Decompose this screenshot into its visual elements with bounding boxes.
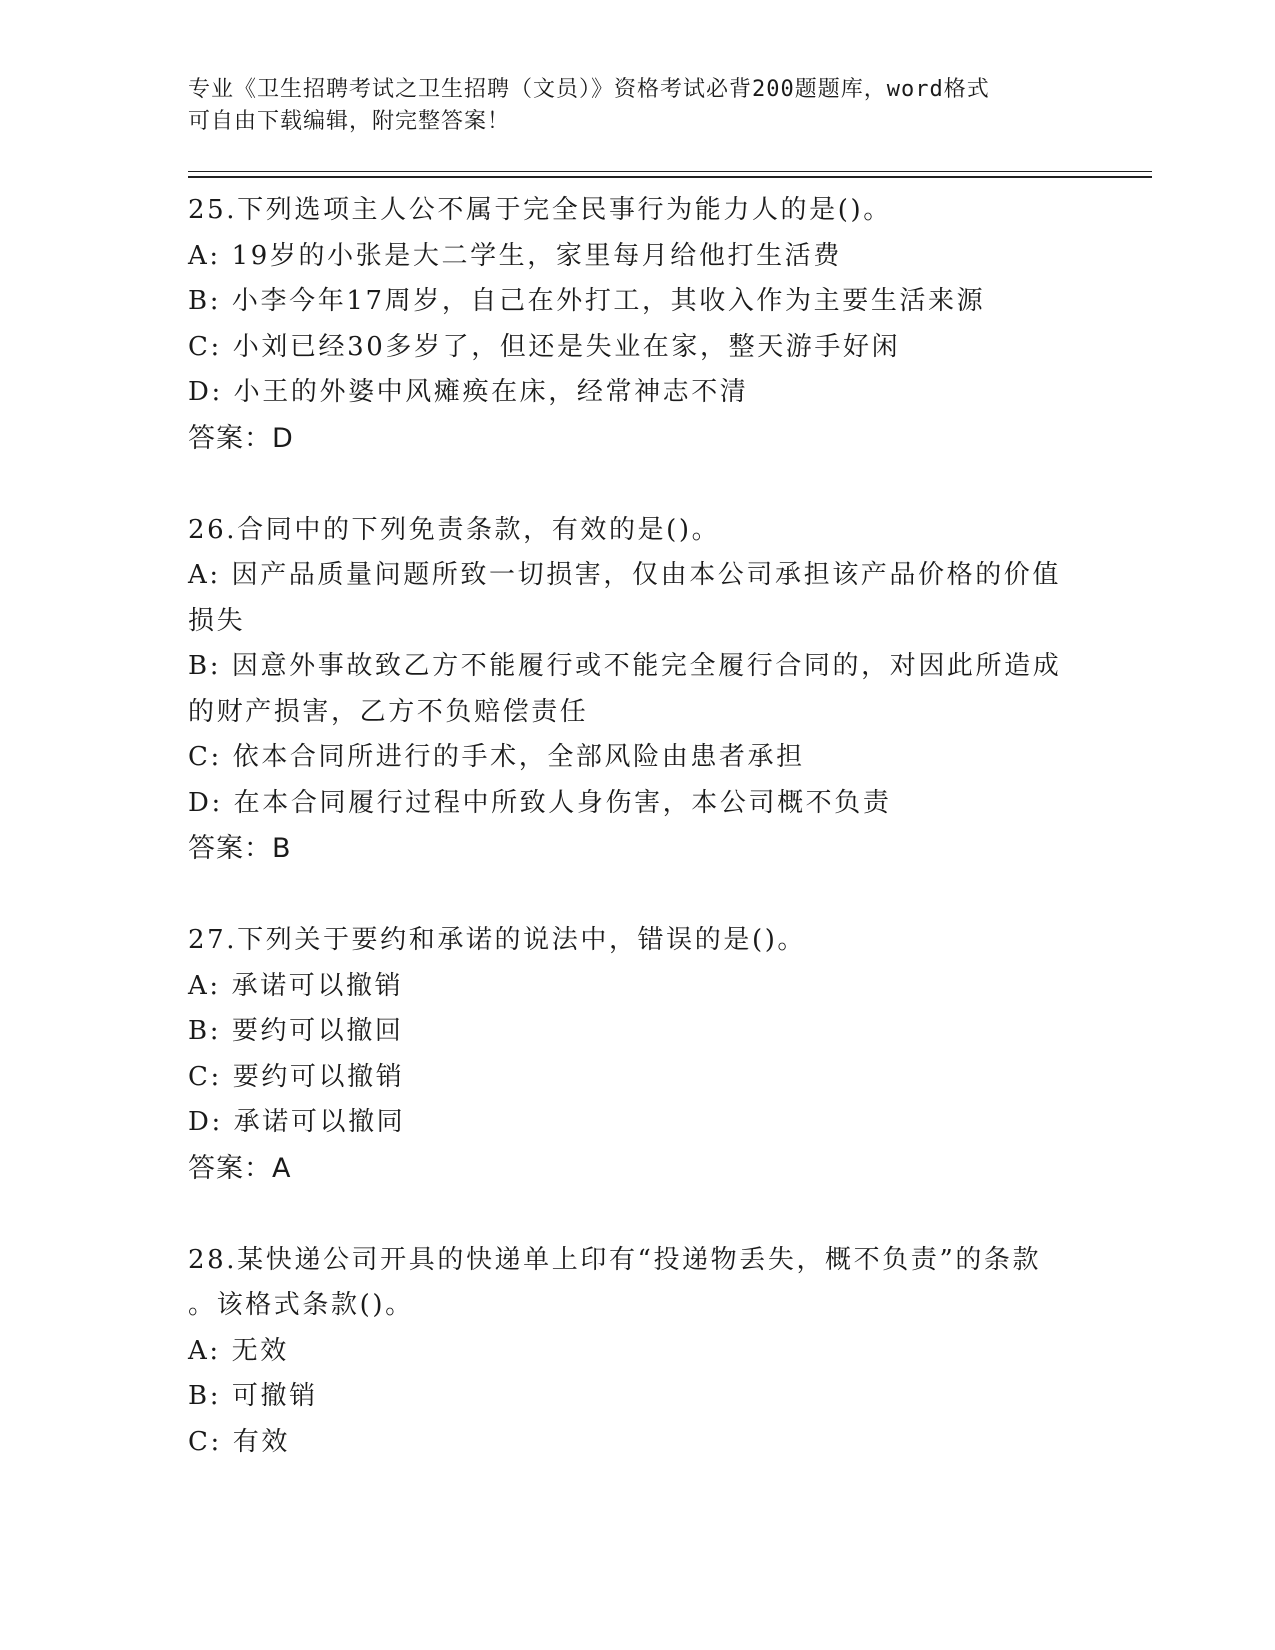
header-divider-thick [188,176,1152,178]
answer-option: C: 有效 [188,1426,290,1457]
header-divider-thin [188,171,1152,172]
correct-answer: 答案：B [188,833,292,864]
question-block [188,1238,1088,1466]
answer-option: 的财产损害，乙方不负赔偿责任 [188,696,589,727]
document-header [188,74,1068,138]
question-stem: 。该格式条款()。 [188,1290,414,1320]
answer-option: A: 因产品质量问题所致一切损害，仅由本公司承担该产品价格的价值 [188,560,1062,590]
question-block [188,508,1088,873]
header-title-line-1: 专业《卫生招聘考试之卫生招聘（文员）》资格考试必背200题题库，word格式 [188,77,990,102]
answer-option: B: 小李今年17周岁，自己在外打工，其收入作为主要生活来源 [188,286,986,316]
answer-option: B: 因意外事故致乙方不能履行或不能完全履行合同的，对因此所造成 [188,651,1062,681]
question-stem: 27.下列关于要约和承诺的说法中，错误的是()。 [188,925,807,955]
answer-option: D: 小王的外婆中风瘫痪在床，经常神志不清 [188,377,749,407]
question-block [188,188,1088,462]
header-title-line-2: 可自由下载编辑，附完整答案！ [188,109,511,134]
answer-option: C: 依本合同所进行的手术，全部风险由患者承担 [188,742,805,772]
answer-option: D: 在本合同履行过程中所致人身伤害，本公司概不负责 [188,787,892,818]
correct-answer: 答案：D [188,422,294,454]
question-block [188,918,1088,1192]
question-list [188,188,1088,1511]
answer-option: A: 无效 [188,1335,289,1366]
answer-option: 损失 [188,605,246,636]
answer-option: A: 19岁的小张是大二学生，家里每月给他打生活费 [188,240,842,271]
answer-option: C: 小刘已经30多岁了，但还是失业在家，整天游手好闲 [188,331,901,362]
answer-option: A: 承诺可以撤销 [188,970,404,1001]
question-stem: 25.下列选项主人公不属于完全民事行为能力人的是()。 [188,195,892,225]
answer-option: C: 要约可以撤销 [188,1061,405,1092]
question-stem: 26.合同中的下列免责条款，有效的是()。 [188,514,721,545]
correct-answer: 答案：A [188,1152,292,1184]
answer-option: B: 要约可以撤回 [188,1016,404,1046]
answer-option: B: 可撤销 [188,1381,318,1411]
answer-option: D: 承诺可以撤同 [188,1107,406,1137]
question-stem: 28.某快递公司开具的快递单上印有“投递物丢失，概不负责”的条款 [188,1244,1042,1275]
